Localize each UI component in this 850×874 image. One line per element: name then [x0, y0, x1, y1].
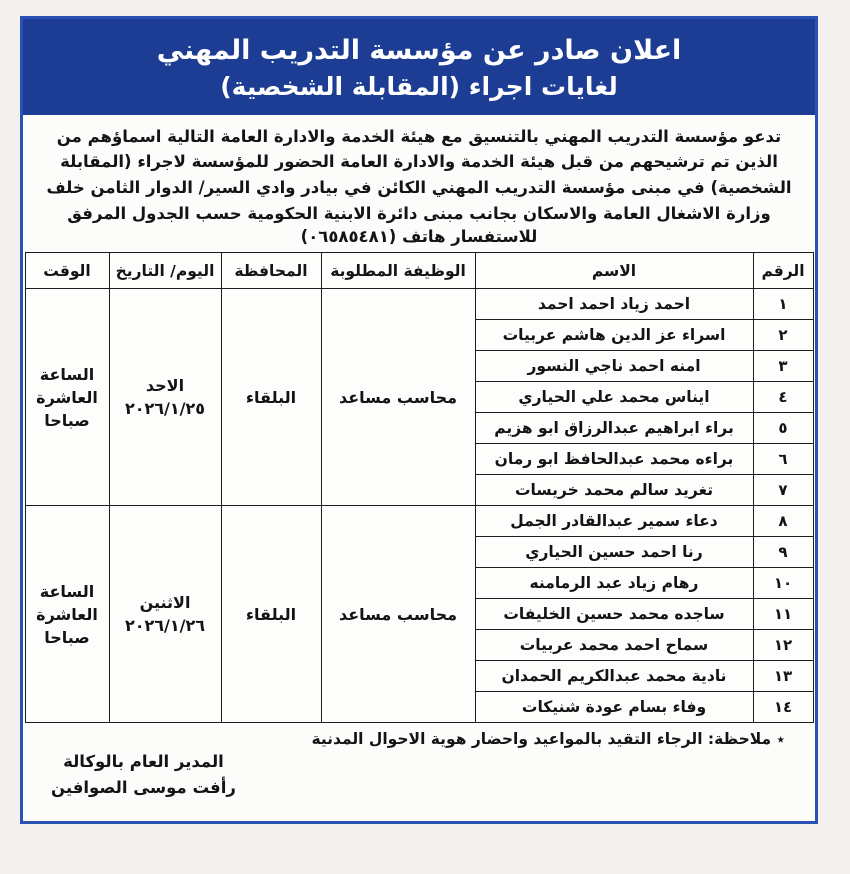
header-time: الوقت — [25, 253, 109, 289]
row-number-cell: ١٤ — [753, 692, 813, 723]
phone-inquiry-line: للاستفسار هاتف (٠٦٥٨٥٤٨١) — [300, 227, 538, 247]
row-number-cell: ١٠ — [753, 568, 813, 599]
governorate-cell: البلقاء — [221, 506, 321, 723]
candidate-name-cell: نادية محمد عبدالكريم الحمدان — [475, 661, 753, 692]
candidate-name-cell: ساجده محمد حسين الخليفات — [475, 599, 753, 630]
candidate-name-cell: احمد زياد احمد احمد — [475, 289, 753, 320]
title-banner — [23, 19, 815, 115]
header-number: الرقم — [753, 253, 813, 289]
job-cell: محاسب مساعد — [321, 289, 475, 506]
row-number-cell: ٦ — [753, 444, 813, 475]
row-number-cell: ١٢ — [753, 630, 813, 661]
job-cell: محاسب مساعد — [321, 506, 475, 723]
candidate-name-cell: امنه احمد ناجي النسور — [475, 351, 753, 382]
day-date-cell — [109, 506, 221, 723]
candidate-name-cell: وفاء بسام عودة شنيكات — [475, 692, 753, 723]
row-number-cell: ٣ — [753, 351, 813, 382]
day-label: الاحد — [145, 376, 185, 396]
row-number-cell: ٢ — [753, 320, 813, 351]
row-number-cell: ٨ — [753, 506, 813, 537]
candidate-name-cell: اسراء عز الدين هاشم عربيات — [475, 320, 753, 351]
signature-name: رأفت موسى الصوافين — [51, 778, 236, 798]
candidate-name-cell: سماح احمد محمد عربيات — [475, 630, 753, 661]
banner-title-line2: لغايات اجراء (المقابلة الشخصية) — [220, 71, 618, 101]
candidate-name-cell: براءه محمد عبدالحافظ ابو رمان — [475, 444, 753, 475]
time-cell: الساعة العاشرة صباحا — [25, 289, 109, 506]
announcement-document — [20, 16, 818, 824]
candidate-name-cell: براء ابراهيم عبدالرزاق ابو هزيم — [475, 413, 753, 444]
table-header-row — [25, 253, 813, 289]
candidate-name-cell: ايناس محمد علي الحياري — [475, 382, 753, 413]
header-job: الوظيفة المطلوبة — [321, 253, 475, 289]
governorate-cell: البلقاء — [221, 289, 321, 506]
date-label: ٢٠٢٦/١/٢٥ — [124, 399, 206, 419]
table-row — [25, 289, 813, 320]
row-number-cell: ١١ — [753, 599, 813, 630]
candidate-name-cell: رهام زياد عبد الرمامنه — [475, 568, 753, 599]
row-number-cell: ٧ — [753, 475, 813, 506]
row-number-cell: ١٣ — [753, 661, 813, 692]
candidate-name-cell: تغريد سالم محمد خريسات — [475, 475, 753, 506]
row-number-cell: ٤ — [753, 382, 813, 413]
row-number-cell: ٥ — [753, 413, 813, 444]
table-row — [25, 506, 813, 537]
header-governorate: المحافظة — [221, 253, 321, 289]
day-label: الاثنين — [139, 593, 191, 613]
row-number-cell: ٩ — [753, 537, 813, 568]
signature-block — [51, 749, 236, 800]
signature-title: المدير العام بالوكالة — [63, 752, 224, 772]
row-number-cell: ١ — [753, 289, 813, 320]
header-name: الاسم — [475, 253, 753, 289]
interview-schedule-table — [25, 252, 814, 723]
candidate-name-cell: رنا احمد حسين الحياري — [475, 537, 753, 568]
date-label: ٢٠٢٦/١/٢٦ — [124, 616, 206, 636]
intro-paragraph: تدعو مؤسسة التدريب المهني بالتنسيق مع هيئة الخدمة والادارة العامة التالية اسماؤهم من الذين تم ترشيحهم من قبل هيئة الخدمة والادارة العامة الحضور للمؤسسة لاجراء (المقابلة الشخصية) في مبنى مؤسسة التدريب المهني الكائن في بيادر وادي السير/ الدوار الثامن خلف وزارة الاشغال العامة والاسكان بجانب مبنى دائرة الابنية الحكومية حسب الجدول المرفق — [46, 126, 792, 223]
day-date-cell — [109, 289, 221, 506]
banner-title-line1: اعلان صادر عن مؤسسة التدريب المهني — [156, 35, 682, 66]
header-day-date: اليوم/ التاريخ — [109, 253, 221, 289]
note-line: ٭ ملاحظة: الرجاء التقيد بالمواعيد واحضار هوية الاحوال المدنية — [311, 730, 785, 749]
candidate-name-cell: دعاء سمير عبدالقادر الجمل — [475, 506, 753, 537]
time-cell: الساعة العاشرة صباحا — [25, 506, 109, 723]
